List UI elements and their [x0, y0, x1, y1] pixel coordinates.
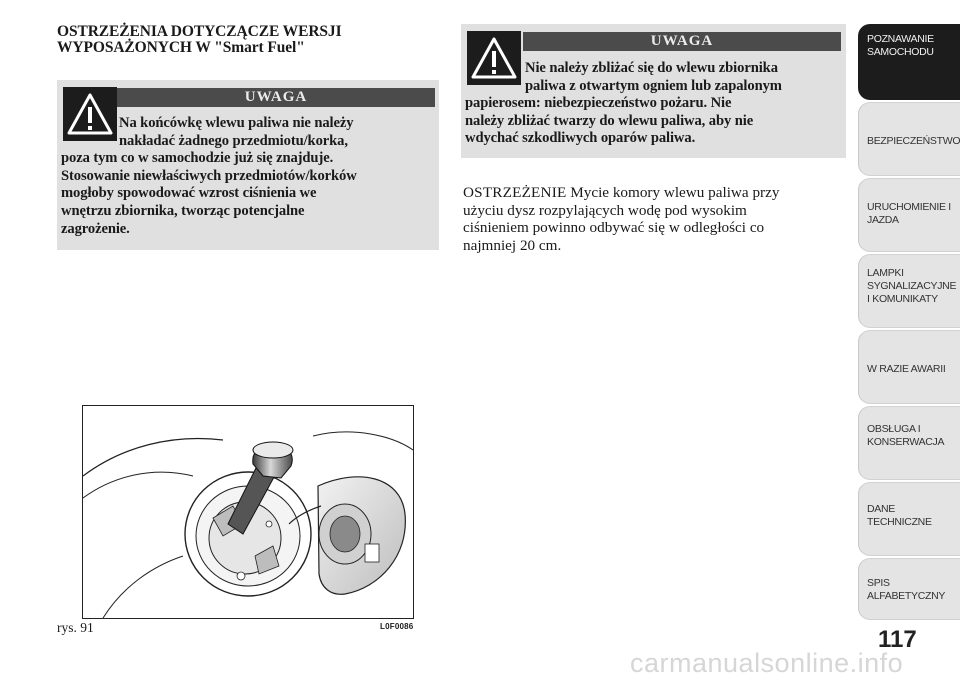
watermark: carmanualsonline.info [630, 648, 904, 678]
tab-label: SPIS [867, 577, 890, 589]
warning-line: nakładać żadnego przedmiotu/korka, [119, 132, 348, 149]
tab-label: OBSŁUGA I [867, 423, 921, 435]
section-heading [57, 24, 437, 56]
section-heading-line-1: OSTRZEŻENIA DOTYCZĄCZE WERSJI [57, 23, 342, 40]
warning-line: paliwa z otwartym ogniem lub zapalonym [525, 77, 782, 94]
tab-poznawanie-samochodu[interactable] [858, 24, 960, 100]
warning-line: Nie należy zbliżać się do wlewu zbiornika [525, 60, 778, 76]
note-line: ciśnieniem powinno odbywać się w odległości co [463, 219, 765, 237]
tab-label: URUCHOMIENIE I [867, 201, 951, 213]
warning-box-1 [57, 80, 439, 250]
warning-banner: UWAGA [523, 32, 841, 51]
warning-text [465, 60, 845, 148]
warning-line: zagrożenie. [61, 220, 130, 237]
tab-lampki-sygnalizacyjne[interactable] [858, 254, 960, 328]
note-label: OSTRZEŻENIE [463, 184, 567, 201]
warning-box-2 [461, 24, 846, 158]
tab-uruchomienie-jazda[interactable] [858, 178, 960, 252]
tab-label: JAZDA [867, 214, 899, 226]
warning-line: poza tym co w samochodzie już się znajduje. [61, 150, 334, 167]
figure-fuel-filler [82, 405, 414, 619]
note-text: Mycie komory wlewu paliwa przy [566, 184, 780, 201]
warning-text [61, 115, 437, 238]
fuel-filler-illustration [83, 406, 413, 618]
warning-line: papierosem: niebezpieczeństwo pożaru. Nie [465, 95, 732, 112]
warning-line: Na końcówkę wlewu paliwa nie należy [119, 115, 354, 131]
note-first-line [463, 184, 843, 202]
tab-bezpieczenstwo[interactable] [858, 102, 960, 176]
tab-label: W RAZIE AWARII [867, 363, 946, 375]
page-number: 117 [878, 626, 917, 653]
note-line: użyciu dysz rozpylających wodę pod wysokim [463, 201, 747, 219]
tab-label: SYGNALIZACYJNE [867, 280, 957, 292]
tab-label: DANE [867, 503, 895, 515]
warning-line: wnętrzu zbiornika, tworząc potencjalne [61, 202, 305, 219]
tab-label: I KOMUNIKATY [867, 293, 938, 305]
tab-label: BEZPIECZEŃSTWO [867, 135, 960, 147]
warning-banner: UWAGA [117, 88, 435, 107]
tab-label: POZNAWANIE [867, 33, 934, 45]
warning-line: należy zbliżać twarzy do wlewu paliwa, aby nie [465, 112, 754, 129]
tab-label: LAMPKI [867, 267, 904, 279]
tab-spis-alfabetyczny[interactable] [858, 558, 960, 620]
note-line: najmniej 20 cm. [463, 236, 562, 254]
tab-dane-techniczne[interactable] [858, 482, 960, 556]
tab-label: TECHNICZNE [867, 516, 932, 528]
warning-line: Stosowanie niewłaściwych przedmiotów/korków [61, 167, 357, 184]
note-paragraph [463, 184, 843, 254]
warning-line: wdychać szkodliwych oparów paliwa. [465, 130, 696, 147]
figure-code: L0F0086 [380, 622, 414, 631]
warning-line: mogłoby spowodować wzrost ciśnienia we [61, 185, 317, 202]
figure-caption: rys. 91 [57, 620, 94, 635]
tab-label: SAMOCHODU [867, 46, 934, 58]
tab-label: KONSERWACJA [867, 436, 945, 448]
tab-w-razie-awarii[interactable] [858, 330, 960, 404]
tab-obsluga-konserwacja[interactable] [858, 406, 960, 480]
section-heading-line-2: WYPOSAŻONYCH W "Smart Fuel" [57, 39, 305, 56]
tab-label: ALFABETYCZNY [867, 590, 946, 602]
